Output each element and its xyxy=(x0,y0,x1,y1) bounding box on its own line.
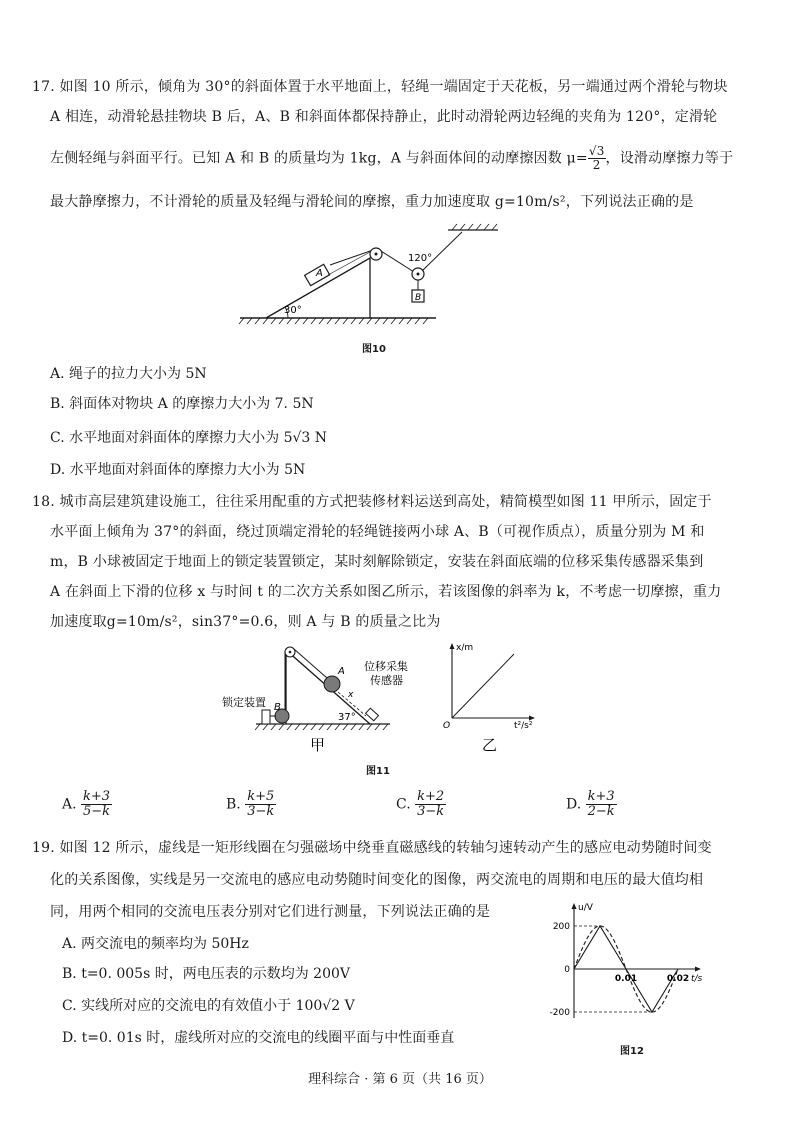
ball-a xyxy=(324,676,340,692)
q18-option-c-letter: C. xyxy=(396,796,411,813)
q19-option-a[interactable]: A. 两交流电的频率均为 50Hz xyxy=(62,936,249,952)
q17-line-3a: 左侧轻绳与斜面平行。已知 A 和 B 的质量均为 1kg，A 与斜面体间的动摩擦因数 μ= xyxy=(50,150,588,167)
q19-line-3: 同，用两个相同的交流电压表分别对它们进行测量，下列说法正确的是 xyxy=(50,904,491,920)
q18-option-c-num: k+2 xyxy=(417,789,445,804)
block-b-label: B xyxy=(415,293,422,303)
q18-option-b-letter: B. xyxy=(226,796,241,813)
q19-option-c[interactable]: C. 实线所对应的交流电的有效值小于 100√2 V xyxy=(62,998,355,1014)
q17-line-1: 17. 如图 10 所示，倾角为 30°的斜面体置于水平地面上，轻绳一端固定于天花板，另一端通过两个滑轮与物块 xyxy=(32,79,728,95)
fig11-angle-label: 37° xyxy=(338,712,356,723)
figure-10-incline-pulley xyxy=(236,220,516,328)
q18-option-b-num: k+5 xyxy=(247,789,275,804)
q19-option-b[interactable]: B. t=0. 005s 时，两电压表的示数均为 200V xyxy=(62,966,350,982)
q18-option-d-num: k+3 xyxy=(587,789,615,804)
sensor-label-1: 位移采集 xyxy=(364,660,408,673)
q18-option-a-fraction xyxy=(81,790,112,819)
mu-denominator: 2 xyxy=(592,158,601,172)
sensor xyxy=(366,708,379,721)
q18-line-5: 加速度取g=10m/s²，sin37°=0.6，则 A 与 B 的质量之比为 xyxy=(50,614,441,630)
fig10-angle-label: 30° xyxy=(284,305,302,316)
q17-option-d[interactable]: D. 水平地面对斜面体的摩擦力大小为 5N xyxy=(50,462,306,478)
fig11-x-label: x xyxy=(348,690,354,700)
q17-line-2: A 相连，动滑轮悬挂物块 B 后，A、B 和斜面体都保持静止，此时动滑轮两边轻绳的夹角为 120°，定滑轮 xyxy=(50,109,718,125)
page-footer: 理科综合 · 第 6 页（共 16 页） xyxy=(308,1072,492,1087)
lock-device-label: 锁定装置 xyxy=(222,696,266,709)
q18-option-d-letter: D. xyxy=(566,796,582,813)
fig12-y-arrow xyxy=(572,903,577,909)
fig12-ylabel: u/V xyxy=(578,903,593,913)
q18-option-c-den: 3−k xyxy=(417,804,445,819)
fig11-yi-ylabel: x/m xyxy=(456,643,474,653)
mu-numerator: √3 xyxy=(588,144,605,158)
mu-fraction xyxy=(588,145,606,172)
q18-option-a-num: k+3 xyxy=(83,789,111,804)
q18-line-1: 18. 城市高层建筑建设施工，往往采用配重的方式把装修材料运送到高处，精简模型如图 11 甲所示，固定于 xyxy=(32,494,712,510)
q18-option-b-fraction xyxy=(245,790,276,819)
q18-option-d[interactable] xyxy=(566,790,617,819)
fig12-ytick-2: -200 xyxy=(549,1008,570,1018)
ball-a-label: A xyxy=(338,666,345,677)
fig12-ytick-0: 200 xyxy=(552,922,570,932)
q18-line-4: A 在斜面上下滑的位移 x 与时间 t 的二次方关系如图乙所示，若该图像的斜率为 k，不考虑一切摩擦，重力 xyxy=(50,584,722,600)
fig11-yi-xlabel: t²/s² xyxy=(514,721,533,731)
fig12-xtick-0: 0.01 xyxy=(614,974,638,984)
figure-11-jia xyxy=(220,640,430,760)
q19-option-d[interactable]: D. t=0. 01s 时，虚线所对应的交流电的线圈平面与中性面垂直 xyxy=(62,1030,455,1046)
fig11-yi-origin: O xyxy=(443,721,451,731)
fig10-angle-120: 120° xyxy=(408,253,433,264)
fig12-labels xyxy=(550,903,703,1018)
fig11-yi-line xyxy=(452,654,514,718)
q18-option-b[interactable] xyxy=(226,790,276,819)
fig12-x-arrow xyxy=(695,967,701,972)
q18-line-2: 水平面上倾角为 37°的斜面，绕过顶端定滑轮的轻绳链接两小球 A、B（可视作质点），质量分别为 M 和 xyxy=(50,524,705,540)
sensor-label-2: 传感器 xyxy=(370,674,403,687)
q17-line-3b: ，设滑动摩擦力等于 xyxy=(605,150,734,167)
block-a-label: A xyxy=(316,268,323,279)
q19-line-1: 19. 如图 12 所示，虚线是一矩形线圈在匀强磁场中绕垂直磁感线的转轴匀速转动产生的感应电动势随时间变 xyxy=(32,840,712,856)
figure-11-caption: 图11 xyxy=(366,766,390,777)
q18-option-d-den: 2−k xyxy=(587,804,615,819)
figure-12-chart xyxy=(540,900,710,1030)
q18-line-3: m，B 小球被固定于地面上的锁定装置锁定，某时刻解除锁定，安装在斜面底端的位移采集传感器采集到 xyxy=(50,554,704,570)
q17-line-3 xyxy=(50,145,733,172)
q18-option-a[interactable] xyxy=(62,790,112,819)
fig11-yi-label: 乙 xyxy=(482,736,498,754)
fig12-xtick-1: 0.02 xyxy=(666,974,690,984)
q18-option-d-fraction xyxy=(586,790,617,819)
q18-option-c-fraction xyxy=(415,790,446,819)
ball-b-label: B xyxy=(274,702,281,713)
q18-option-b-den: 3−k xyxy=(247,804,275,819)
q17-line-4: 最大静摩擦力，不计滑轮的质量及轻绳与滑轮间的摩擦，重力加速度取 g=10m/s²，下列说法正确的是 xyxy=(50,194,694,210)
lock-device xyxy=(262,710,270,724)
q18-option-a-den: 5−k xyxy=(83,804,111,819)
fig12-ytick-1: 0 xyxy=(564,965,570,975)
figure-11-yi xyxy=(440,640,550,760)
q17-option-a[interactable]: A. 绳子的拉力大小为 5N xyxy=(50,366,207,382)
figure-12-caption: 图12 xyxy=(620,1046,644,1057)
q18-option-a-letter: A. xyxy=(62,796,77,813)
q18-option-c[interactable] xyxy=(396,790,446,819)
q19-line-2: 化的关系图像，实线是另一交流电的感应电动势随时间变化的图像，两交流电的周期和电压的最大值均相 xyxy=(50,872,704,888)
fig12-axes xyxy=(572,903,702,1018)
fig12-xlabel: t/s xyxy=(691,974,703,984)
fig11-jia-label: 甲 xyxy=(310,736,326,754)
q17-option-b[interactable]: B. 斜面体对物块 A 的摩擦力大小为 7. 5N xyxy=(50,396,314,412)
figure-10-caption: 图10 xyxy=(362,344,386,355)
q17-option-c[interactable]: C. 水平地面对斜面体的摩擦力大小为 5√3 N xyxy=(50,430,327,446)
